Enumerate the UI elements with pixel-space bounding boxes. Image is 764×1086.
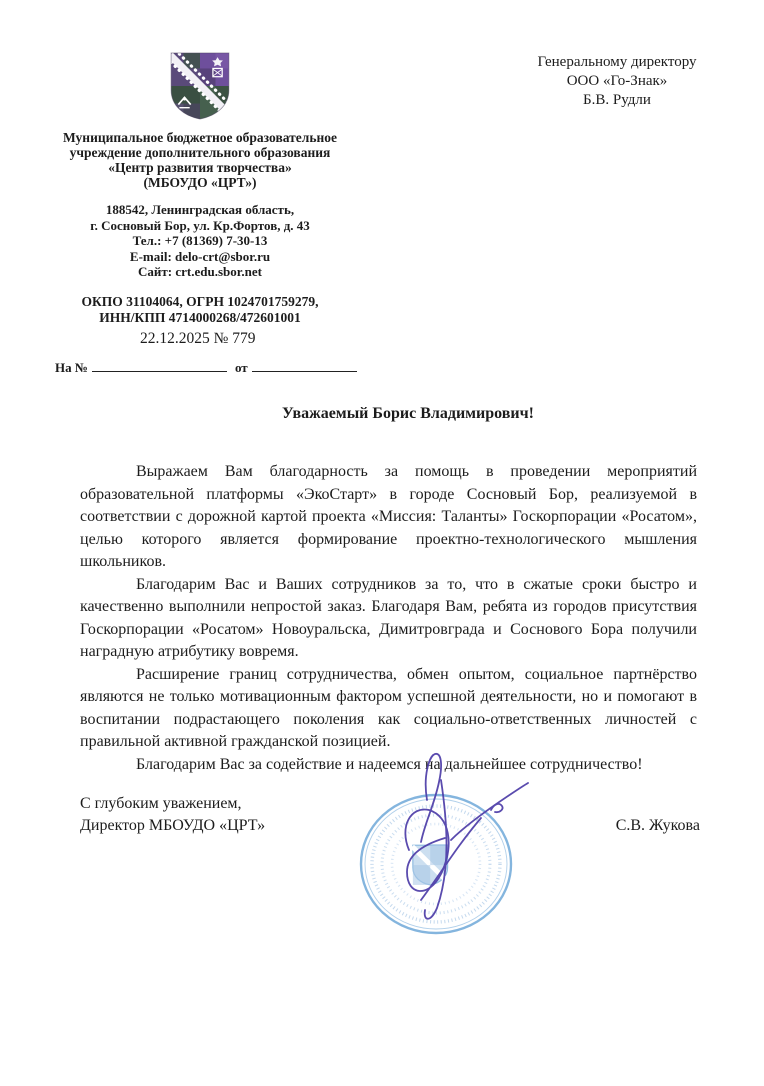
organization-emblem-icon xyxy=(50,50,350,124)
letterhead xyxy=(50,50,350,326)
signer-position xyxy=(80,793,265,837)
organization-address xyxy=(50,202,350,280)
org-name-line: Муниципальное бюджетное образовательное xyxy=(62,130,337,145)
registry-line: ОКПО 31104064, ОГРН 1024701759279, xyxy=(81,293,319,309)
address-line: г. Сосновый Бор, ул. Кр.Фортов, д. 43 xyxy=(90,217,310,233)
signer-name: С.В. Жукова xyxy=(615,817,700,834)
letter-body xyxy=(80,461,697,776)
paragraph: Благодарим Вас и Ваших сотрудников за то, что в сжатые сроки быстро и качественно выполнили непростой заказ. Благодаря Вам, ребята из городов присутствия Госкорпорации «Росатом» Новоуральска, Димитровграда и Соснового Бора получили наградную атрибутику вовремя. xyxy=(80,575,697,660)
org-name-line: учреждение дополнительного образования xyxy=(69,145,331,160)
respect-line: С глубоким уважением, xyxy=(80,795,242,812)
reference-number-blank xyxy=(92,358,227,372)
recipient-block xyxy=(488,53,746,110)
reference-date-blank xyxy=(252,358,357,372)
org-name-line: «Центр развития творчества» xyxy=(108,160,292,175)
recipient-person: Б.В. Рудли xyxy=(583,92,651,108)
phone-line: Тел.: +7 (81369) 7-30-13 xyxy=(132,233,268,248)
address-line: 188542, Ленинградская область, xyxy=(105,202,295,217)
on-number-label: На № xyxy=(55,360,88,375)
paragraph: Благодарим Вас за содействие и надеемся на дальнейшее сотрудничество! xyxy=(136,755,643,773)
recipient-company: ООО «Го-Знак» xyxy=(566,73,668,89)
official-seal-and-signature xyxy=(345,748,555,948)
org-name-line: (МБОУДО «ЦРТ») xyxy=(143,175,257,190)
reference-line xyxy=(55,358,357,376)
from-label: от xyxy=(234,360,248,375)
position-line: Директор МБОУДО «ЦРТ» xyxy=(80,817,266,834)
organization-registry-codes xyxy=(50,294,350,326)
paragraph: Расширение границ сотрудничества, обмен опытом, социальное партнёрство являются не только мотивационным фактором успешной деятельности, но и помогают в воспитании подрастающего поколения как социально-ответственных личностей с правильной активной гражданской позицией. xyxy=(80,665,697,750)
recipient-title: Генеральному директору xyxy=(537,54,697,70)
email-line: E-mail: delo-crt@sbor.ru xyxy=(129,248,271,264)
paragraph: Выражаем Вам благодарность за помощь в проведении мероприятий образовательной платформы «ЭкоСтарт» в городе Сосновый Бор, реализуемой в соответствии с дорожной картой проекта «Миссия: Таланты» Госкорпорации «Росатом», целью которого является формирование проектно-технологического мышления школьников. xyxy=(80,463,697,570)
letter-date-number: 22.12.2025 № 779 xyxy=(140,330,256,347)
salutation: Уважаемый Борис Владимирович! xyxy=(282,405,534,422)
registry-line: ИНН/КПП 4714000268/472601001 xyxy=(99,309,301,325)
signature xyxy=(405,754,528,919)
website-line: Сайт: crt.edu.sbor.net xyxy=(138,264,262,279)
organization-name xyxy=(50,130,350,190)
